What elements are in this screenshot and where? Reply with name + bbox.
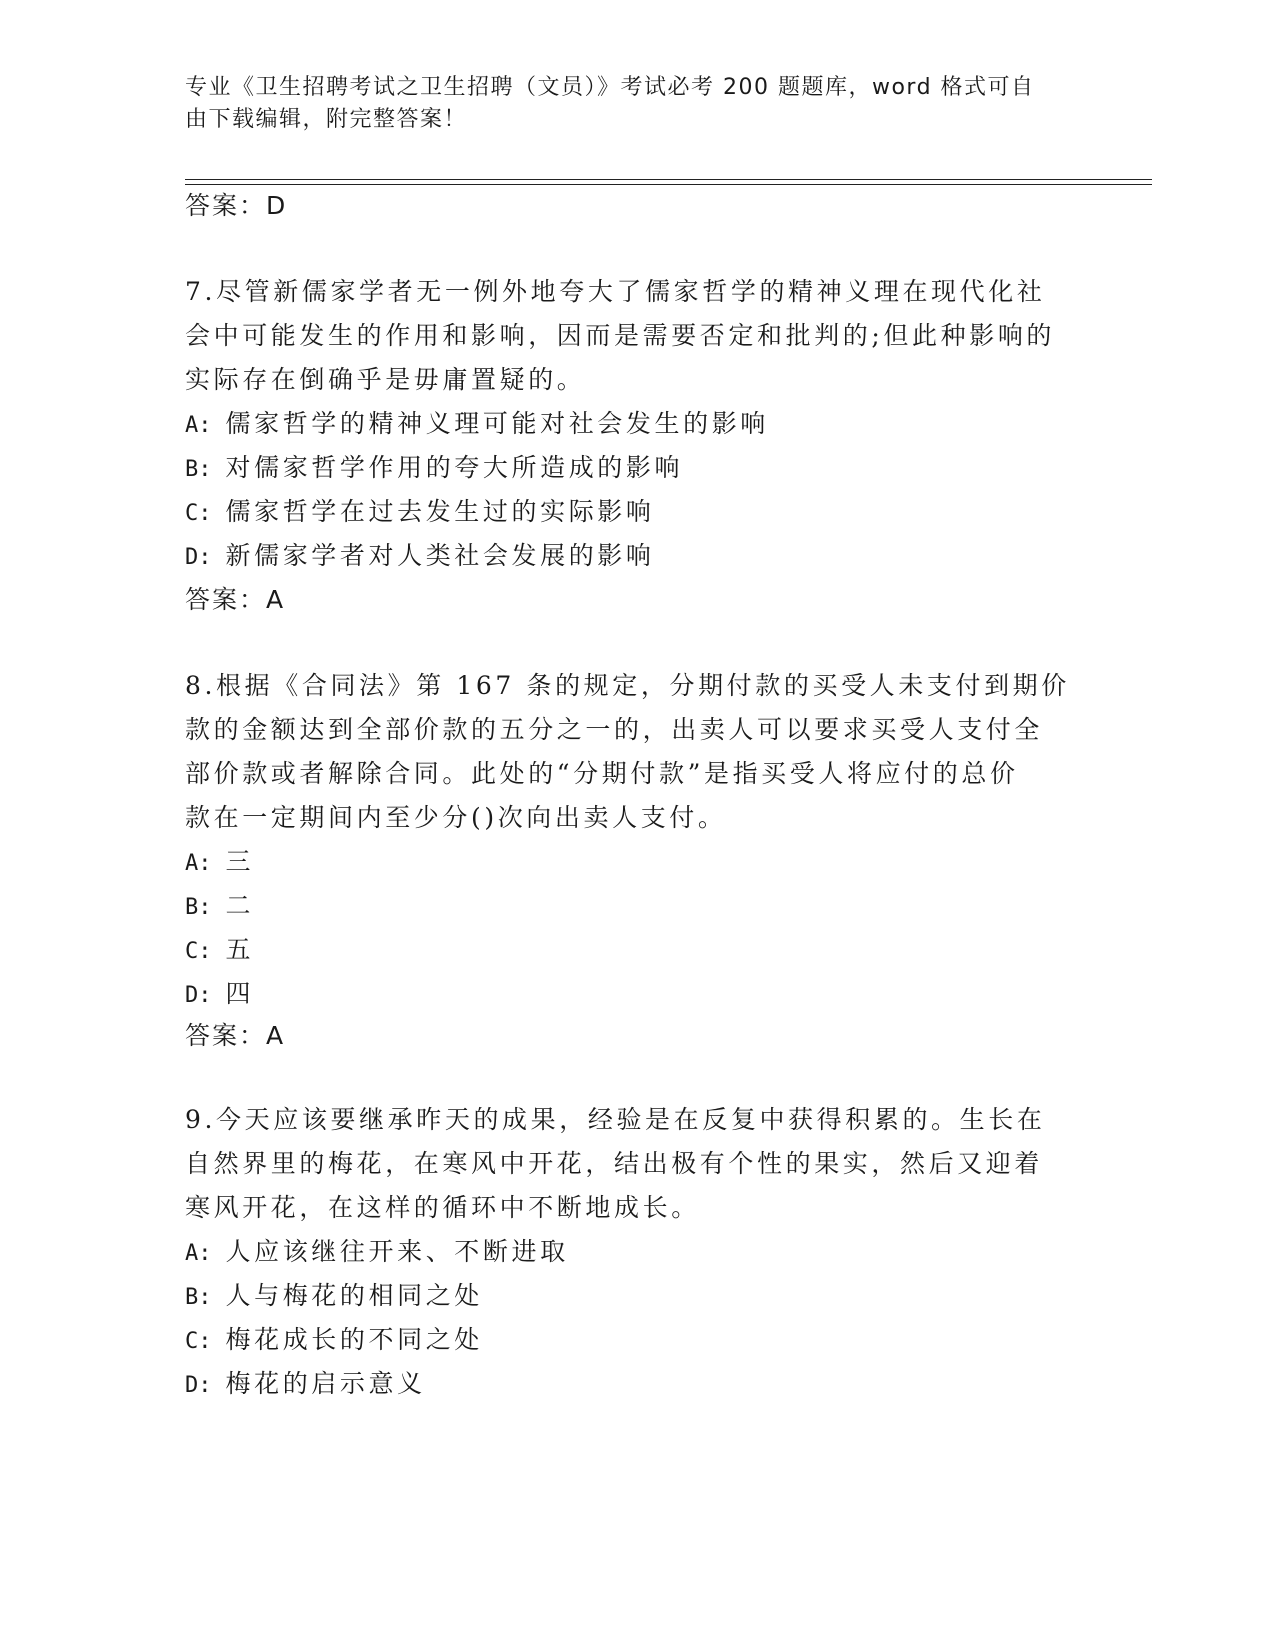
question-8-option-c (185, 930, 254, 966)
header-line-1: 专业《卫生招聘考试之卫生招聘（文员）》考试必考 200 题题库，word 格式可自 (185, 75, 1035, 100)
option-text: 人与梅花的相同之处 (225, 1281, 483, 1310)
option-label: D: (185, 983, 212, 1008)
question-8-line-1: 8.根据《合同法》第 167 条的规定，分期付款的买受人未支付到期价 (185, 671, 1070, 700)
option-label: D: (185, 1373, 212, 1398)
question-8-option-a (185, 842, 254, 878)
option-label: B: (185, 895, 212, 920)
question-7-option-a (185, 404, 769, 440)
question-7-line-1: 7.尽管新儒家学者无一例外地夸大了儒家哲学的精神义理在现代化社 (185, 277, 1046, 306)
question-8-option-b (185, 886, 254, 922)
option-label: D: (185, 545, 212, 570)
question-7-answer: 答案：A (185, 585, 286, 614)
option-text: 新儒家学者对人类社会发展的影响 (225, 541, 655, 570)
option-label: B: (185, 457, 212, 482)
question-9-option-a (185, 1232, 569, 1268)
option-label: C: (185, 1329, 212, 1354)
option-label: C: (185, 939, 212, 964)
option-text: 二 (225, 891, 255, 920)
option-label: A: (185, 851, 212, 876)
option-text: 四 (225, 979, 255, 1008)
previous-answer: 答案：D (185, 191, 288, 220)
question-8-line-3: 部价款或者解除合同。此处的“分期付款”是指买受人将应付的总价 (185, 759, 1019, 788)
question-7-option-b (185, 448, 683, 484)
question-8-answer: 答案：A (185, 1021, 286, 1050)
question-7-option-d (185, 536, 655, 572)
question-9-option-d (185, 1364, 426, 1400)
question-9-line-1: 9.今天应该要继承昨天的成果，经验是在反复中获得积累的。生长在 (185, 1105, 1046, 1134)
question-8-line-4: 款在一定期间内至少分()次向出卖人支付。 (185, 803, 727, 832)
question-7-line-2: 会中可能发生的作用和影响，因而是需要否定和批判的;但此种影响的 (185, 321, 1056, 350)
question-8-option-d (185, 974, 254, 1010)
question-9-option-b (185, 1276, 483, 1312)
option-text: 三 (225, 847, 255, 876)
option-text: 五 (225, 935, 255, 964)
header-rule-bottom (185, 184, 1152, 185)
option-label: C: (185, 501, 212, 526)
question-9-line-2: 自然界里的梅花，在寒风中开花，结出极有个性的果实，然后又迎着 (185, 1149, 1044, 1178)
option-text: 儒家哲学的精神义理可能对社会发生的影响 (225, 409, 769, 438)
question-8-line-2: 款的金额达到全部价款的五分之一的，出卖人可以要求买受人支付全 (185, 715, 1044, 744)
header-rule-top (185, 179, 1152, 180)
option-text: 儒家哲学在过去发生过的实际影响 (225, 497, 655, 526)
question-7-option-c (185, 492, 655, 528)
header-line-2: 由下载编辑，附完整答案！ (185, 107, 468, 132)
question-9-line-3: 寒风开花，在这样的循环中不断地成长。 (185, 1193, 700, 1222)
option-label: A: (185, 1241, 212, 1266)
question-7-line-3: 实际存在倒确乎是毋庸置疑的。 (185, 365, 586, 394)
option-text: 梅花的启示意义 (225, 1369, 426, 1398)
option-text: 人应该继往开来、不断进取 (225, 1237, 569, 1266)
question-9-option-c (185, 1320, 483, 1356)
option-text: 梅花成长的不同之处 (225, 1325, 483, 1354)
option-label: B: (185, 1285, 212, 1310)
document-header (185, 72, 1065, 136)
option-label: A: (185, 413, 212, 438)
option-text: 对儒家哲学作用的夸大所造成的影响 (225, 453, 684, 482)
